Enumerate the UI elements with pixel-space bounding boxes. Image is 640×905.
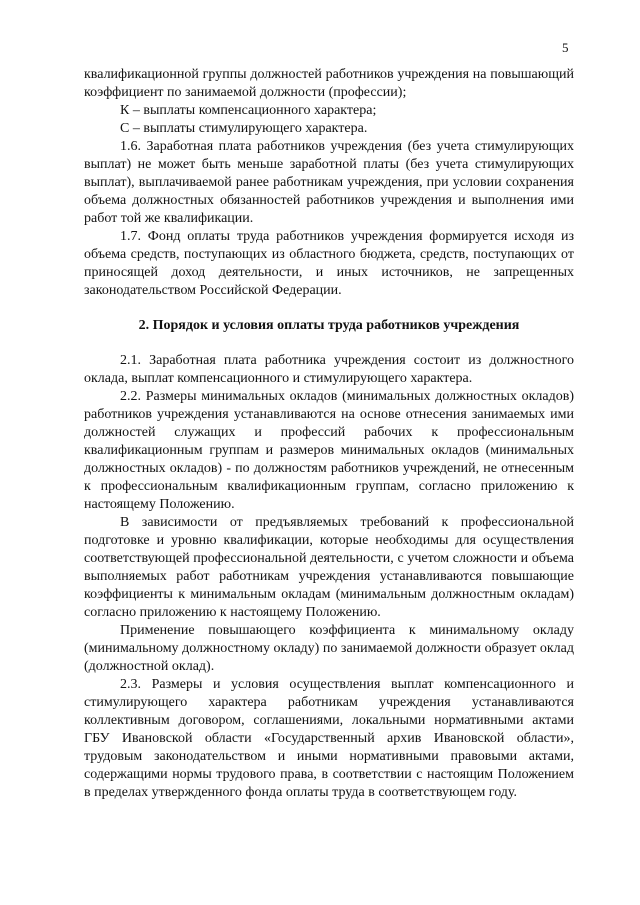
paragraph-2-2: 2.2. Размеры минимальных окладов (минимальных должностных окладов) работников учреждения устанавливаются на основе отнесения занимаемых ими должностей служащих и профессий рабочих к профессиональным квалификационным группам и размеров минимальных окладов (минимальных должностных окладов) - по должностям работников учреждений, не отнесенным к профессиональным квалификационным группам, согласно приложению к настоящему Положению.	[84, 389, 574, 512]
paragraph-2-3: 2.3. Размеры и условия осуществления выплат компенсационного и стимулирующего характера работникам учреждения устанавливаются коллективным договором, соглашениями, локальными нормативными актами ГБУ Ивановской области «Государственный архив Ивановской области», трудовым законодательством и иными нормативными правовыми актами, содержащими нормы трудового права, в соответствии с настоящим Положением в пределах утвержденного фонда оплаты труда в соответствующем году.	[84, 677, 574, 800]
paragraph-2-1: 2.1. Заработная плата работника учреждения состоит из должностного оклада, выплат компенсационного и стимулирующего характера.	[84, 353, 574, 386]
document-body	[84, 66, 574, 802]
paragraph-1-7: 1.7. Фонд оплаты труда работников учреждения формируется исходя из объема средств, поступающих из областного бюджета, средств, поступающих от приносящей доход деятельности, и иных источников, не запрещенных законодательством Российской Федерации.	[84, 229, 574, 298]
paragraph-1-6: 1.6. Заработная плата работников учреждения (без учета стимулирующих выплат) не может быть меньше заработной платы (без учета стимулирующих выплат), выплачиваемой ранее работникам учреждения, при условии сохранения объема должностных обязанностей работников учреждения и выполнения ими работ той же квалификации.	[84, 139, 574, 226]
paragraph-coefficients: В зависимости от предъявляемых требований к профессиональной подготовке и уровню квалификации, которые необходимы для осуществления соответствующей профессиональной деятельности, с учетом сложности и объема выполняемых работ работникам учреждения устанавливаются повышающие коэффициенты к минимальным окладам (минимальным должностным окладам) согласно приложению к настоящему Положению.	[84, 515, 574, 620]
paragraph-formula-k: К – выплаты компенсационного характера;	[120, 103, 377, 118]
page-number: 5	[562, 40, 569, 55]
paragraph-coefficient-application: Применение повышающего коэффициента к минимальному окладу (минимальному должностному окладу) по занимаемой должности образует оклад (должностной оклад).	[84, 623, 574, 674]
paragraph-formula-c: С – выплаты стимулирующего характера.	[120, 121, 368, 136]
paragraph-formula-continuation: квалификационной группы должностей работников учреждения на повышающий коэффициент по занимаемой должности (профессии);	[84, 67, 574, 100]
section-2-title: 2. Порядок и условия оплаты труда работников учреждения	[138, 318, 520, 333]
